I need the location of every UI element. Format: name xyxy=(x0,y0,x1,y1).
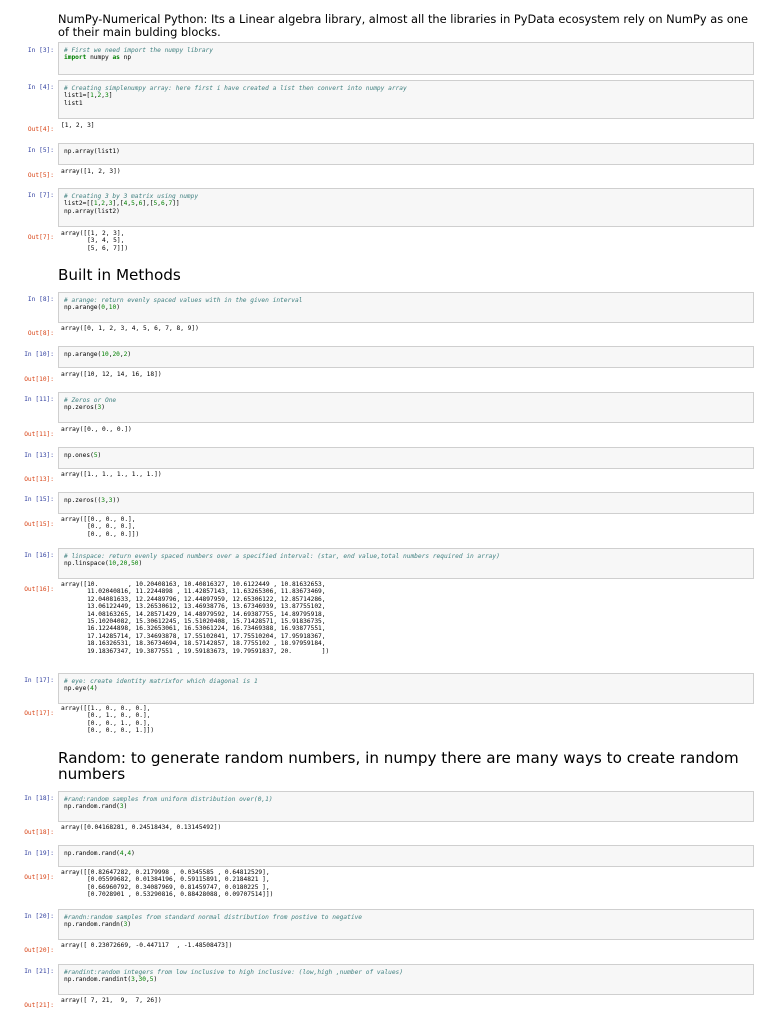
code-number: 7 xyxy=(168,200,173,208)
code-token: ],[ xyxy=(142,200,154,208)
cell-output: array([10. , 10.20408163, 10.40816327, 10.6122449 , 10.81632653, 11.02040816, 11.2244898 , 11.42857143, 11.63265306, 11.83673469, 12.04081633, 12.24489796, 12.44897959, 12.65306122, 12.85714286, 13.06122449, 13.26530612, 13.46938776, 13.67346939, 13.87755102, 14.08163265, 14.28571429, 14.48979592, 14.69387755, 14.89795918, 15.10204082, 15.30612245, 15.51020408, 15.71428571, 15.91836735, 16.12244898, 16.32653061, 16.53061224, 16.73469388, 16.93877551, 17.14285714, 17.34693878, 17.55102041, 17.75510204, 17.95918367, 18.16326531, 18.36734694, 18.57142857, 18.7755102 , 18.97959184, 19.18367347, 19.3877551 , 19.59183673, 19.79591837, 20. ]) xyxy=(61,581,330,655)
code-token: ) xyxy=(127,921,132,929)
cell-source xyxy=(64,397,748,412)
in-prompt: In [16]: xyxy=(24,552,54,559)
in-prompt: In [8]: xyxy=(27,296,54,303)
in-prompt: In [5]: xyxy=(27,147,54,154)
out-prompt: Out[16]: xyxy=(24,586,54,593)
code-token: np xyxy=(119,54,132,62)
code-token: np.arange( xyxy=(64,351,102,358)
code-keyword: as xyxy=(112,54,120,62)
code-number: 2 xyxy=(101,200,106,208)
out-prompt: Out[4]: xyxy=(27,126,54,133)
code-number: 3 xyxy=(105,92,109,100)
cell-source xyxy=(64,850,748,857)
code-token: list1 xyxy=(64,99,83,107)
cell-source xyxy=(64,351,748,358)
code-token: , xyxy=(108,351,113,358)
in-prompt: In [18]: xyxy=(24,795,54,802)
code-comment: # linspace: return evenly spaced numbers over a specified interval: (star, end value,total numbers required in array) xyxy=(64,553,500,560)
code-number: 4 xyxy=(90,685,94,693)
in-prompt: In [21]: xyxy=(24,968,54,975)
code-token: , xyxy=(97,200,102,208)
cell-source xyxy=(64,553,748,568)
code-token: ) xyxy=(101,404,105,412)
in-prompt: In [19]: xyxy=(24,850,54,857)
code-number: 20 xyxy=(112,351,120,358)
code-cell[interactable] xyxy=(58,42,754,75)
code-cell[interactable] xyxy=(58,143,754,165)
code-cell[interactable] xyxy=(58,346,754,368)
code-number: 5 xyxy=(149,976,154,984)
out-prompt: Out[19]: xyxy=(24,874,54,881)
cell-output: array([0, 1, 2, 3, 4, 5, 6, 7, 8, 9]) xyxy=(61,325,199,332)
out-prompt: Out[11]: xyxy=(24,431,54,438)
code-token: )) xyxy=(112,497,120,504)
code-number: 2 xyxy=(123,351,128,358)
cell-output: array([1., 1., 1., 1., 1.]) xyxy=(61,471,162,478)
code-token: np.random.randn( xyxy=(64,921,124,929)
code-token: np.zeros(( xyxy=(64,497,102,504)
code-token: , xyxy=(93,92,98,100)
code-token: , xyxy=(105,304,109,312)
code-number: 5 xyxy=(131,200,135,208)
code-cell[interactable] xyxy=(58,909,754,940)
code-token: ) xyxy=(116,304,120,312)
code-token: , xyxy=(145,976,150,984)
code-token: np.random.rand( xyxy=(64,803,120,811)
code-token: list2=[[ xyxy=(64,200,94,208)
code-token: , xyxy=(127,560,132,568)
code-number: 4 xyxy=(123,200,128,208)
code-cell[interactable] xyxy=(58,392,754,423)
out-prompt: Out[15]: xyxy=(24,521,54,528)
code-number: 3 xyxy=(108,200,113,208)
cell-source xyxy=(64,452,748,459)
code-comment: # Creating simplenumpy array: here first i have created a list then convert into numpy array xyxy=(64,85,407,92)
in-prompt: In [4]: xyxy=(27,84,54,91)
code-token: list1=[ xyxy=(64,92,91,100)
code-number: 3 xyxy=(119,803,124,811)
in-prompt: In [10]: xyxy=(24,351,54,358)
in-prompt: In [20]: xyxy=(24,913,54,920)
cell-output: array([[1, 2, 3], [3, 4, 5], [5, 6, 7]]) xyxy=(61,230,129,252)
cell-output: array([ 7, 21, 9, 7, 26]) xyxy=(61,997,162,1004)
code-cell[interactable] xyxy=(58,447,754,469)
code-token: , xyxy=(116,560,120,568)
out-prompt: Out[17]: xyxy=(24,710,54,717)
code-token: , xyxy=(123,850,128,857)
cell-output: array([10, 12, 14, 16, 18]) xyxy=(61,371,162,378)
out-prompt: Out[13]: xyxy=(24,476,54,483)
code-number: 5 xyxy=(93,452,98,459)
code-token: np.random.randint( xyxy=(64,976,132,984)
cell-output: array([[1., 0., 0., 0.], [0., 1., 0., 0.], [0., 0., 1., 0.], [0., 0., 0., 1.]]) xyxy=(61,705,155,735)
intro-text: NumPy-Numerical Python: Its a Linear algebra library, almost all the libraries in PyData ecosystem rely on NumPy as one of their main bulding blocks. xyxy=(58,12,748,39)
cell-source: np.array(list1) xyxy=(64,148,120,155)
code-token: , xyxy=(157,200,161,208)
section-heading: Random: to generate random numbers, in numpy there are many ways to create random numbers xyxy=(58,749,739,783)
out-prompt: Out[8]: xyxy=(27,330,54,337)
code-number: 10 xyxy=(108,304,117,312)
out-prompt: Out[18]: xyxy=(24,829,54,836)
code-token: , xyxy=(127,200,132,208)
code-comment: #randn:random samples from standard normal distribution from postive to negative xyxy=(64,914,363,921)
section-heading: Built in Methods xyxy=(58,266,181,284)
code-token: np.arange( xyxy=(64,304,102,312)
code-token: np.random.rand( xyxy=(64,850,120,857)
code-cell[interactable] xyxy=(58,80,754,119)
code-number: 3 xyxy=(131,976,135,984)
cell-source xyxy=(64,914,748,929)
out-prompt: Out[5]: xyxy=(27,172,54,179)
code-token: np.linspace( xyxy=(64,560,109,568)
code-comment: #rand:random samples from uniform distribution over(0,1) xyxy=(64,796,273,803)
code-number: 10 xyxy=(108,560,117,568)
out-prompt: Out[7]: xyxy=(27,234,54,241)
code-cell[interactable] xyxy=(58,673,754,704)
code-number: 3 xyxy=(108,497,113,504)
cell-output: array([0., 0., 0.]) xyxy=(61,426,132,433)
code-token: np.zeros( xyxy=(64,404,98,412)
code-token: np.ones( xyxy=(64,452,94,459)
cell-source xyxy=(64,85,748,107)
in-prompt: In [11]: xyxy=(24,396,54,403)
code-token: ) xyxy=(131,850,135,857)
code-number: 6 xyxy=(161,200,165,208)
code-number: 30 xyxy=(138,976,146,984)
code-number: 1 xyxy=(93,200,98,208)
code-token: , xyxy=(134,200,139,208)
in-prompt: In [17]: xyxy=(24,677,54,684)
code-token: ) xyxy=(138,560,143,568)
code-cell[interactable] xyxy=(58,292,754,323)
cell-output: array([[0.82647282, 0.2179998 , 0.0345585 , 0.64812529], [0.05599682, 0.01384196, 0.59115891, 0.2184821 ], [0.66960792, 0.34087969, 0.81459747, 0.0180225 ], [0.7028901 , 0.53290816, 0.88428088, 0.09707514]]) xyxy=(61,869,274,899)
in-prompt: In [3]: xyxy=(27,47,54,54)
code-number: 6 xyxy=(138,200,143,208)
code-token: ) xyxy=(153,976,158,984)
cell-source xyxy=(64,497,748,504)
code-comment: # eye: create identity matrixfor which diagonal is 1 xyxy=(64,678,258,685)
code-token: , xyxy=(164,200,169,208)
cell-source xyxy=(64,47,748,62)
code-number: 20 xyxy=(119,560,128,568)
code-token: ],[ xyxy=(112,200,124,208)
code-token: ) xyxy=(93,685,98,693)
cell-source xyxy=(64,193,748,215)
cell-output: array([ 0.23072669, -0.447117 , -1.48508473]) xyxy=(61,942,233,949)
code-comment: # Creating 3 by 3 matrix using numpy xyxy=(64,193,199,200)
code-token: , xyxy=(105,497,109,504)
code-token: ) xyxy=(127,351,132,358)
code-cell[interactable] xyxy=(58,188,754,227)
code-token: np.eye( xyxy=(64,685,91,693)
code-token: ]] xyxy=(172,200,180,208)
in-prompt: In [15]: xyxy=(24,496,54,503)
code-comment: # Zeros or One xyxy=(64,397,117,404)
cell-output: array([1, 2, 3]) xyxy=(61,168,121,175)
code-number: 2 xyxy=(97,92,102,100)
cell-source xyxy=(64,297,748,312)
cell-source xyxy=(64,678,748,693)
out-prompt: Out[10]: xyxy=(24,376,54,383)
code-token: , xyxy=(101,92,106,100)
in-prompt: In [13]: xyxy=(24,452,54,459)
code-number: 3 xyxy=(97,404,102,412)
code-number: 50 xyxy=(131,560,139,568)
cell-output: array([[0., 0., 0.], [0., 0., 0.], [0., 0., 0.]]) xyxy=(61,516,140,538)
out-prompt: Out[20]: xyxy=(24,947,54,954)
code-cell[interactable] xyxy=(58,492,754,514)
cell-source xyxy=(64,796,748,811)
code-cell[interactable] xyxy=(58,964,754,995)
code-number: 3 xyxy=(123,921,128,929)
code-comment: # arange: return evenly spaced values with in the given interval xyxy=(64,297,303,304)
code-number: 3 xyxy=(101,497,105,504)
code-number: 10 xyxy=(101,351,109,358)
code-token: np.array(list2) xyxy=(64,207,120,215)
code-token: , xyxy=(134,976,139,984)
code-number: 4 xyxy=(119,850,124,857)
code-keyword: import xyxy=(64,54,87,62)
in-prompt: In [7]: xyxy=(27,192,54,199)
code-number: 0 xyxy=(101,304,105,312)
cell-source xyxy=(64,969,748,984)
cell-output: array([0.04168281, 0.24518434, 0.13145492]) xyxy=(61,824,222,831)
code-number: 4 xyxy=(127,850,132,857)
code-token: ) xyxy=(123,803,128,811)
code-number: 1 xyxy=(90,92,94,100)
code-token: , xyxy=(119,351,124,358)
code-cell[interactable] xyxy=(58,548,754,579)
cell-output: [1, 2, 3] xyxy=(61,122,95,129)
code-comment: # First we need import the numpy library xyxy=(64,47,214,54)
code-token: , xyxy=(105,200,109,208)
code-token: ) xyxy=(97,452,102,459)
code-cell[interactable] xyxy=(58,791,754,822)
code-token: numpy xyxy=(86,54,113,62)
code-cell[interactable] xyxy=(58,845,754,867)
code-comment: #randint:random integers from low inclusive to high inclusive: (low,high ,number of values) xyxy=(64,969,403,976)
code-token: ] xyxy=(108,92,113,100)
out-prompt: Out[21]: xyxy=(24,1002,54,1009)
code-number: 5 xyxy=(153,200,158,208)
